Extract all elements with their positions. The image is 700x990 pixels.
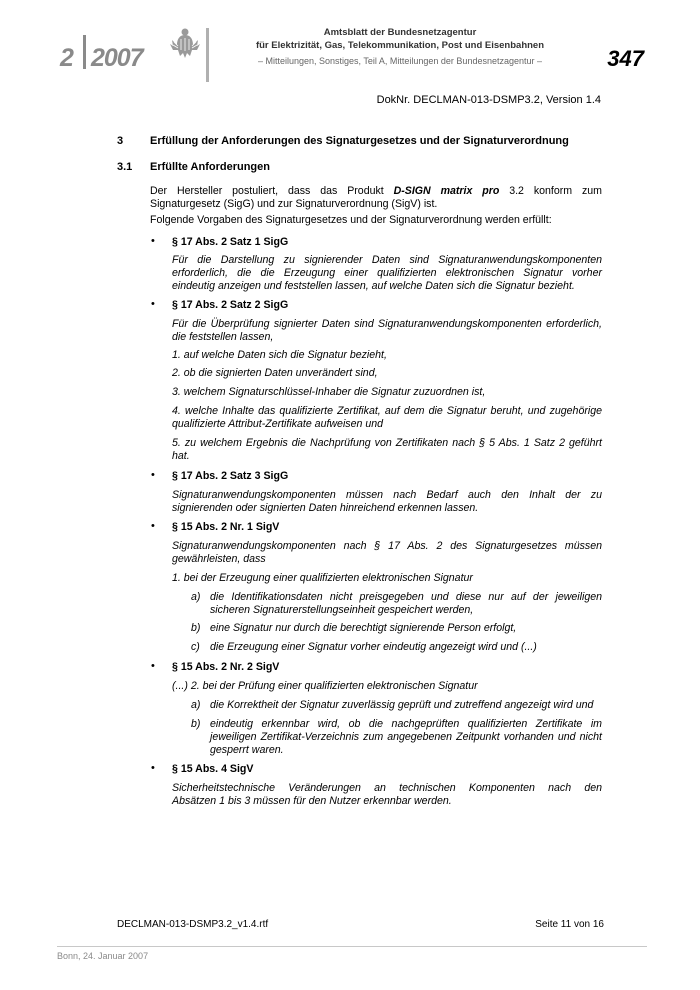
- product-name: D-SIGN matrix pro: [393, 185, 500, 197]
- item-heading: § 17 Abs. 2 Satz 3 SigG: [172, 470, 289, 482]
- intro-line: [150, 185, 602, 198]
- subsection-title: Erfüllte Anforderungen: [150, 161, 270, 173]
- item-text: Für die Überprüfung signierter Daten sind Signaturanwendungskomponenten erforderlich,: [172, 318, 602, 330]
- item-text: Sicherheitstechnische Veränderungen an technischen Komponenten nach den: [172, 782, 602, 794]
- item-heading: § 15 Abs. 4 SigV: [172, 763, 254, 775]
- list-item: 4. welche Inhalte das qualifizierte Zertifikat, auf dem die Signatur beruht, und zugehörige: [172, 405, 602, 417]
- letter-item: die Erzeugung einer Signatur vorher eindeutig angezeigt wird und (...): [210, 641, 537, 653]
- section-title: Erfüllung der Anforderungen des Signaturgesetzes und der Signaturverordnung: [150, 135, 569, 147]
- federal-eagle-icon: [168, 26, 202, 60]
- item-text: erforderlich, die die Erzeugung einer qualifizierten elektronischen Signatur vorher: [172, 267, 602, 279]
- letter-item: die Identifikationsdaten nicht preisgegeben und diese nur auf der jeweiligen: [210, 591, 602, 603]
- subsection-number: 3.1: [117, 161, 133, 173]
- list-item-cont: hat.: [172, 450, 190, 462]
- item-text: Für die Darstellung zu signierender Daten sind Signaturanwendungskomponenten: [172, 254, 602, 266]
- footer-filename: DECLMAN-013-DSMP3.2_v1.4.rtf: [117, 919, 269, 930]
- intro-line: Signaturgesetz (SigG) und zur Signaturverordnung (SigV) ist.: [150, 198, 438, 210]
- list-item: 3. welchem Signaturschlüssel-Inhaber die Signatur zuzuordnen ist,: [172, 386, 486, 398]
- journal-subtitle: – Mitteilungen, Sonstiges, Teil A, Mitteilungen der Bundesnetzagentur –: [257, 56, 542, 66]
- item-heading: § 17 Abs. 2 Satz 2 SigG: [172, 299, 289, 311]
- journal-title-line2: für Elektrizität, Gas, Telekommunikation, Post und Eisenbahnen: [255, 40, 545, 51]
- list-item: 5. zu welchem Ergebnis die Nachprüfung von Zertifikaten nach § 5 Abs. 1 Satz 2 geführt: [172, 437, 602, 449]
- list-item: 2. ob die signierten Daten unverändert sind,: [172, 367, 378, 379]
- item-heading: § 15 Abs. 2 Nr. 2 SigV: [172, 661, 280, 673]
- letter-item-cont: sicheren Signaturerstellungseinheit gespeichert werden,: [210, 604, 474, 616]
- sub-item: 1. bei der Erzeugung einer qualifizierten elektronischen Signatur: [172, 572, 473, 584]
- letter-item-cont: jeweiligen Zertifikat-Verzeichnis zum angegebenen Zeitpunkt vorhanden und nicht: [210, 731, 602, 743]
- item-text: Signaturanwendungskomponenten müssen nach Bedarf auch den Inhalt der zu: [172, 489, 602, 501]
- bullet: •: [151, 298, 155, 310]
- item-text: die feststellen lassen,: [172, 331, 274, 343]
- letter-mark: a): [191, 699, 201, 711]
- item-heading: § 15 Abs. 2 Nr. 1 SigV: [172, 521, 280, 533]
- journal-title: Amtsblatt der Bundesnetzagentur: [323, 27, 477, 38]
- letter-item: eindeutig erkennbar wird, ob die nachgeprüften qualifizierten Zertifikate im: [210, 718, 602, 730]
- bullet: •: [151, 235, 155, 247]
- sub-item: (...) 2. bei der Prüfung einer qualifizierten elektronischen Signatur: [172, 680, 478, 692]
- item-heading: § 17 Abs. 2 Satz 1 SigG: [172, 236, 289, 248]
- section-number: 3: [117, 135, 124, 147]
- item-text: eindeutig anzeigen und feststellen lassen, auf welche Daten sich die Signatur bezieht.: [172, 280, 575, 292]
- item-text: Absätzen 1 bis 3 müssen für den Nutzer erkennbar werden.: [172, 795, 452, 807]
- item-text: Signaturanwendungskomponenten nach § 17 Abs. 2 des Signaturgesetzes müssen: [172, 540, 602, 552]
- list-item: 1. auf welche Daten sich die Signatur bezieht,: [172, 349, 387, 361]
- list-item-cont: qualifizierte Attribut-Zertifikate aufweisen und: [172, 418, 383, 430]
- item-text: gewährleisten, dass: [172, 553, 266, 565]
- intro-text: Der Hersteller postuliert, dass das Produkt: [150, 185, 384, 197]
- item-text: signierenden oder signierten Daten hinreichend erkennen lassen.: [172, 502, 479, 514]
- letter-item-cont: gesperrt waren.: [210, 744, 284, 756]
- page-number: 347: [607, 46, 644, 71]
- intro-text: 3.2 konform zum: [509, 185, 602, 197]
- bullet: •: [151, 469, 155, 481]
- letter-mark: b): [191, 622, 201, 634]
- issue-number: 2: [60, 44, 73, 72]
- issue-year: 2007: [91, 44, 143, 72]
- letter-item: die Korrektheit der Signatur zuverlässig geprüft und zutreffend angezeigt wird und: [210, 699, 594, 711]
- letter-item: eine Signatur nur durch die berechtigt signierende Person erfolgt,: [210, 622, 517, 634]
- bullet: •: [151, 660, 155, 672]
- issue-divider: [83, 35, 86, 69]
- letter-mark: a): [191, 591, 201, 603]
- bullet: •: [151, 762, 155, 774]
- letter-mark: b): [191, 718, 201, 730]
- bullet: •: [151, 520, 155, 532]
- footer-date: Bonn, 24. Januar 2007: [57, 951, 149, 961]
- footer-page: Seite 11 von 16: [535, 919, 604, 930]
- footer-divider: [57, 946, 647, 947]
- header-divider: [206, 28, 209, 82]
- intro-line: Folgende Vorgaben des Signaturgesetzes und der Signaturverordnung werden erfüllt:: [150, 214, 552, 226]
- document-reference: DokNr. DECLMAN-013-DSMP3.2, Version 1.4: [376, 94, 601, 106]
- letter-mark: c): [191, 641, 200, 653]
